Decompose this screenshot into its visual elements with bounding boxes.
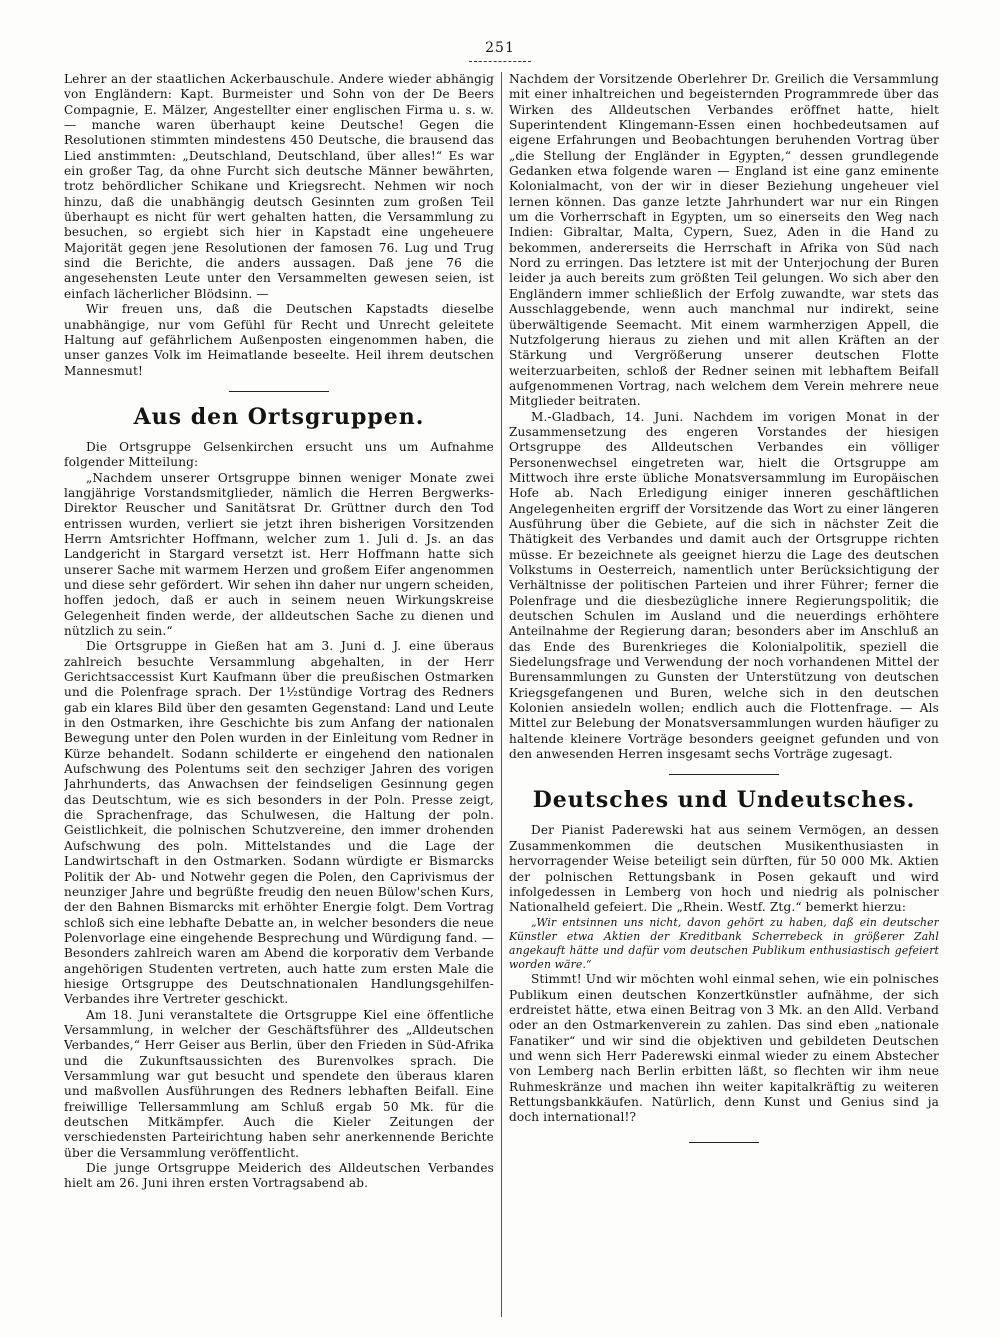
section-divider (669, 774, 779, 775)
paragraph: Am 18. Juni veranstaltete die Ortsgruppe Kiel eine öffentliche Versammlung, in welcher der Geschäftsführer des „Alldeutschen Verbandes,“ Herr Geiser aus Berlin, über den Frieden in Süd-Afrika und die Zukunftsaussichten des Burenvolkes sprach. Die Versammlung war gut besucht und spendete den überaus klaren und maßvollen Ausführungen des Redners lebhaften Beifall. Eine freiwillige Tellersammlung am Schluß ergab 50 Mk. für die deutschen Mitkämpfer. Auch die Kieler Zeitungen der verschiedensten Parteirichtung haben sehr anerkennende Berichte über die Versammlung veröffentlicht. (64, 1007, 494, 1160)
paragraph: Lehrer an der staatlichen Ackerbauschule. Andere wieder abhängig von Engländern: Kapt. Burmeister und Sohn von der De Beers Compagnie, E. Mälzer, Angestellter einer englischen Firma u. s. w. — manche waren überhaupt keine Deutsche! Gegen die Resolutionen stimmten mindestens 450 Deutsche, die brausend das Lied anstimmten: „Deutschland, Deutschland, über alles!“ Es war ein großer Tag, da ohne Furcht sich deutsche Männer bewährten, trotz behördlicher Schikane und Kriegsrecht. Nehmen wir noch hinzu, daß die unabhängig deutsch Gesinnten zum großen Teil überhaupt es nicht für wert gehalten hatten, die Versammlung zu besuchen, so ergiebt sich hier in Kapstadt eine ungeheuere Majorität gegen jene Resolutionen der famosen 76. Lug und Trug sind die Berichte, die anders aussagen. Daß jene 76 die angesehensten Leute unter den Versammelten gewesen seien, ist einfach lächerlicher Blödsinn. — (64, 72, 494, 301)
section-heading: Deutsches und Undeutsches. (532, 787, 916, 814)
paragraph: Die Ortsgruppe Gelsenkirchen ersucht uns um Aufnahme folgender Mitteilung: (64, 439, 494, 470)
page-number: 251 (485, 40, 515, 56)
paragraph: Wir freuen uns, daß die Deutschen Kapstadts dieselbe unabhängige, nur vom Gefühl für Recht und Unrecht geleitete Haltung auf gefährlichem Außenposten eingenommen haben, die unser ganzes Volk im Heimatlande beseelte. Heil ihrem deutschen Mannesmut! (64, 302, 494, 378)
column-divider (501, 72, 502, 1317)
paragraph: Die junge Ortsgruppe Meiderich des Alldeutschen Verbandes hielt am 26. Juni ihren ersten Vortragsabend ab. (64, 1161, 494, 1191)
quoted-paragraph: „Nachdem unserer Ortsgruppe binnen weniger Monate zwei langjährige Vorstandsmitglieder, nämlich die Herren Bergwerks-Direktor Reuscher und Sanitätsrat Dr. Grüttner durch den Tod entrissen wurden, verliert sie jetzt ihren bisherigen Vorsitzenden Herrn Amtsrichter Hoffmann, welcher zum 1. Juli d. Js. an das Landgericht in Stargard versetzt ist. Herr Hoffmann hatte sich unserer Sache mit warmem Herzen und großem Eifer angenommen und diese sehr gefördert. Wir sehen ihn daher nur ungern scheiden, hoffen jedoch, daß er auch in seinem neuen Wirkungskreise Gelegenheit finden werde, der alldeutschen Sache zu dienen und nützlich zu sein.“ (64, 470, 494, 638)
right-column (509, 72, 939, 1155)
paragraph: Der Pianist Paderewski hat aus seinem Vermögen, an dessen Zusammenkommen die deutschen Musikenthusiasten in hervorragender Weise beteiligt sein dürften, für 50 000 Mk. Aktien der polnischen Rettungsbank in Posen gekauft und wird infolgedessen in Lemberg von hoch und niedrig als polnischer Nationalheld gefeiert. Die „Rhein. Westf. Ztg.“ bemerkt hierzu: (509, 823, 939, 915)
paragraph: Die Ortsgruppe in Gießen hat am 3. Juni d. J. eine überaus zahlreich besuchte Versammlung abgehalten, in der Herr Gerichtsaccessist Kurt Kaufmann über die preußischen Ostmarken und die Polenfrage sprach. Der 1½stündige Vortrag des Redners gab ein klares Bild über den gesamten Gegenstand: Land und Leute in den Ostmarken, ihre Geschichte bis zum Anfang der nationalen Bewegung unter den Polen wurden in der Einleitung vom Redner in Kürze behandelt. Sodann schilderte er eingehend den nationalen Aufschwung des Polentums seit den sechziger Jahren des vorigen Jahrhunderts, das Anwachsen der feindseligen Gesinnung gegen das Deutschtum, wie es sich besonders in der Poln. Presse zeigt, die Sprachenfrage, das Schulwesen, die Haltung der poln. Geistlichkeit, die polnischen Schutzvereine, den immer drohenden Aufschwung des poln. Mittelstandes und die Lage der Landwirtschaft in den Ostmarken. Sodann würdigte er Bismarcks Politik der Ab- und Notwehr gegen die Polen, den Caprivismus der neunziger Jahre und begrüßte freudig den neuen Bülow'schen Kurs, der den Bahnen Bismarcks mit erhöhter Energie folgt. Dem Vortrag schloß sich eine lebhafte Debatte an, in welcher besonders die neue Polenvorlage eine eingehende Besprechung und Würdigung fand. — Besonders zahlreich waren am Abend die korporativ dem Verbande angehörigen Studenten vertreten, auch hatte zum ersten Male die hiesige Ortsgruppe des Deutschnationalen Handlungsgehilfen-Verbandes ihre Vertreter geschickt. (64, 639, 494, 1007)
section-divider (229, 391, 329, 392)
section-heading: Aus den Ortsgruppen. (133, 403, 425, 430)
quoted-paragraph: „Wir entsinnen uns nicht, davon gehört zu haben, daß ein deutscher Künstler etwa Aktien der Kreditbank Scherrebeck in größerer Zahl angekauft hätte und dafür vom deutschen Publikum enthusiastisch gefeiert worden wäre.“ (509, 915, 939, 972)
paragraph: Stimmt! Und wir möchten wohl einmal sehen, wie ein polnisches Publikum einen deutschen Konzertkünstler aufnähme, der sich erdreistet hätte, etwa einen Beitrag von 3 Mk. an den Alld. Verband oder an den Ostmarkenverein zu zahlen. Das sind eben „nationale Fanatiker“ und wir sind die objektiven und gebildeten Deutschen und wenn sich Herr Paderewski einmal wieder zu einem Abstecher von Lemberg nach Berlin erbitten läßt, so flechten wir ihm neue Ruhmeskränze und machen ihn weiter kapitalkräftig zu weiteren Rettungsbankkäufen. Natürlich, denn Kunst und Genius sind ja doch international!? (509, 972, 939, 1125)
end-divider (689, 1142, 759, 1143)
left-column (64, 72, 494, 1192)
paragraph: M.-Gladbach, 14. Juni. Nachdem im vorigen Monat in der Zusammensetzung des engeren Vorstandes der hiesigen Ortsgruppe des Alldeutschen Verbandes ein völliger Personenwechsel eingetreten war, hielt die Ortsgruppe am Mittwoch ihre erste übliche Monatsversammlung im Europäischen Hofe ab. Nach Erledigung einiger inneren geschäftlichen Angelegenheiten ergriff der Vorsitzende das Wort zu einer längeren Ausführung über die Gebiete, auf die sich in nächster Zeit die Thätigkeit des Verbandes und damit auch der Ortsgruppe richten müsse. Er bezeichnete als geeignet hierzu die Lage des deutschen Volkstums in Oesterreich, namentlich unter Berücksichtigung der Verhältnisse der politischen Parteien und ihrer Führer; ferner die Polenfrage und die diesbezügliche innere Regierungspolitik; die deutschen Schulen im Ausland und die neuerdings erhöhtere Anteilnahme der Regierung daran; besonders aber im Anschluß an das Ende des Burenkrieges die Kolonialpolitik, speziell die Siedelungsfrage und Verwendung der noch vorhandenen Mittel der Burensammlungen zu Gunsten der Unterstützung von deutschen Kriegsgefangenen und Buren, welche sich in den deutschen Kolonien ansiedeln wollen; endlich auch die Flottenfrage. — Als Mittel zur Belebung der Monatsversammlungen wurden häufiger zu haltende kleinere Vorträge besonders geeignet gefunden und von den anwesenden Herren insgesamt sechs Vorträge zugesagt. (509, 409, 939, 762)
page-number-rule (469, 61, 531, 62)
paragraph: Nachdem der Vorsitzende Oberlehrer Dr. Greilich die Versammlung mit einer inhaltreichen und begeisternden Programmrede über das Wirken des Alldeutschen Verbandes eröffnet hatte, hielt Superintendent Klingemann-Essen einen hochbedeutsamen auf eigene Erfahrungen und Beobachtungen beruhenden Vortrag über „die Stellung der Engländer in Egypten,“ dessen grundlegende Gedanken etwa folgende waren — England ist eine ganz eminente Kolonialmacht, von der wir in dieser Beziehung ungeheuer viel lernen können. Das ganze letzte Jahrhundert war nur ein Ringen um die Vorherrschaft in Egypten, um so einerseits den Weg nach Indien: Gibraltar, Malta, Cypern, Suez, Aden in die Hand zu bekommen, andererseits die Herrschaft in Afrika von Süd nach Nord zu erringen. Das letztere ist mit der Unterjochung der Buren leider ja auch bereits zum größten Teil gelungen. Wo sich aber den Engländern immer schließlich der Erfolg zuwandte, war stets das Ausschlaggebende, wenn auch manchmal nur indirekt, seine überwältigende Seemacht. Mit einem warmherzigen Appell, die Nutzfolgerung hieraus zu ziehen und mit allen Kräften an der Stärkung und Vergrößerung unserer deutschen Flotte weiterzuarbeiten, schloß der Redner seinen mit lebhaftem Beifall aufgenommenen Vortrag, nach welchem dem Verein mehrere neue Mitglieder beitraten. (509, 72, 939, 409)
